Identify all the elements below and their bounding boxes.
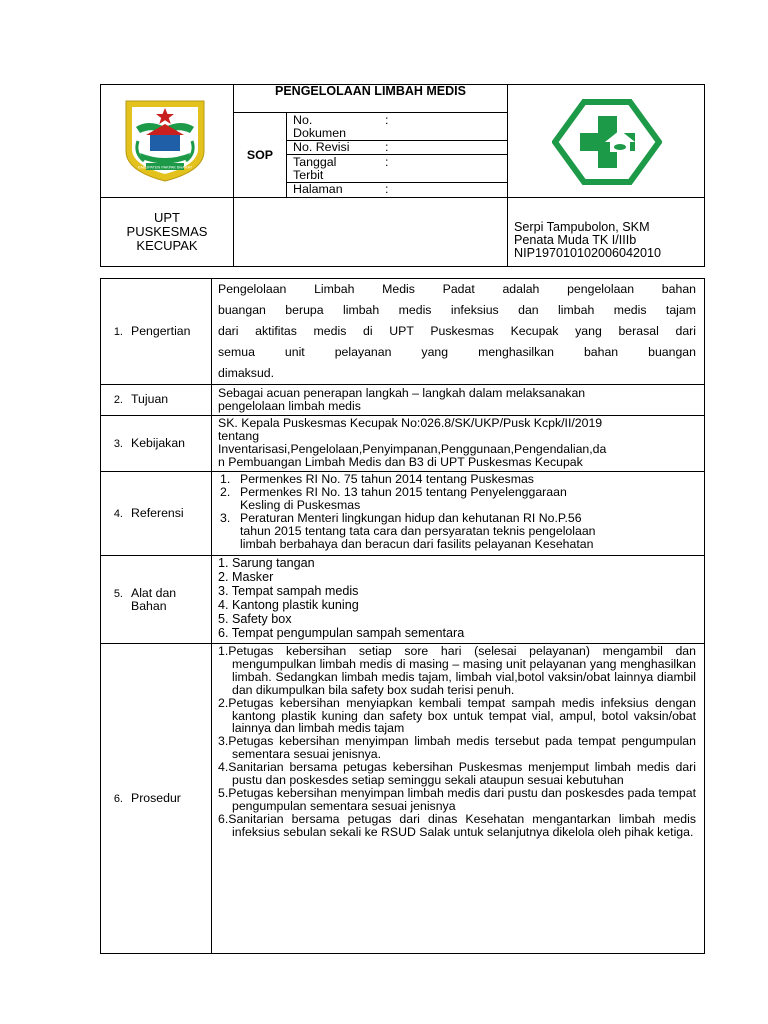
meta-colon: :	[385, 155, 389, 169]
text-line: Sebagai acuan penerapan langkah – langkah dalam melaksanakan	[218, 386, 586, 400]
section-number: 1.	[113, 325, 123, 338]
section-number: 2.	[113, 394, 123, 407]
row-pengertian	[101, 279, 705, 385]
signatory-name: Serpi Tampubolon, SKM	[514, 219, 650, 234]
row-alat-bahan	[101, 556, 705, 644]
section-number: 6.	[113, 792, 123, 805]
document-meta-cell	[287, 113, 508, 198]
meta-label: Halaman	[293, 182, 343, 196]
section-number: 5.	[113, 587, 123, 600]
alat-bahan-content	[212, 556, 705, 644]
meta-colon: :	[385, 182, 389, 196]
org-line: UPT	[154, 210, 180, 225]
reference-line: limbah berbahaya dan beracun dari fasilits pelayanan Kesehatan	[240, 536, 594, 551]
procedure-step: 1.Petugas kebersihan setiap sore hari (selesai pelayanan) mengambil dan mengumpulkan limbah medis di masing – masing unit pelayanan yang menghasilkan limbah. Sedangkan limbah medis tajam, limbah vial,botol vaksin/obat lainnya diambil dan dikumpulkan bila safety box sudah terisi penuh.	[218, 644, 696, 697]
regency-logo-text: KABUPATEN PAKPAK BHARAT	[137, 165, 193, 170]
text-line: dari aktifitas medis di UPT Puskesmas Kecupak yang berasal dari	[218, 324, 696, 338]
document-title: PENGELOLAAN LIMBAH MEDIS	[234, 85, 508, 113]
procedure-step: 5.Petugas kebersihan menyimpan limbah medis dari pustu dan poskesdes pada tempat pengumpulan sementara sesuai jenisnya	[218, 785, 696, 813]
section-title-line: Alat dan	[131, 585, 177, 600]
section-title: Prosedur	[131, 790, 181, 805]
text-line: semua unit pelayanan yang menghasilkan bahan buangan	[218, 345, 696, 359]
meta-row-no-dokumen	[287, 113, 507, 141]
sop-content-table	[100, 278, 705, 954]
section-label	[101, 279, 212, 385]
text-line: SK. Kepala Puskesmas Kecupak No:026.8/SK/UKP/Pusk Kcpk/II/2019	[218, 416, 603, 430]
row-tujuan	[101, 385, 705, 416]
procedure-step: 2.Petugas kebersihan menyiapkan kembali tempat sampah medis infeksius dengan kantong plastik kuning dan safety box untuk tempat vial, ampul, botol vaksin/obat lainnya dan limbah medis tajam	[218, 695, 696, 736]
meta-row-halaman	[287, 183, 507, 197]
section-number: 4.	[113, 507, 123, 520]
section-title-line: Bahan	[131, 598, 167, 613]
reference-line: tahun 2015 tentang tata cara dan persyaratan teknis pengelolaan	[240, 523, 596, 538]
meta-label-line2: Terbit	[293, 168, 324, 182]
meta-row-tanggal-terbit	[287, 155, 507, 183]
section-label	[101, 385, 212, 416]
sop-header-table	[100, 84, 705, 267]
puskesmas-cross-icon	[552, 99, 662, 185]
section-label	[101, 472, 212, 556]
meta-row-no-revisi	[287, 141, 507, 155]
reference-item	[218, 473, 696, 486]
meta-colon: :	[385, 140, 389, 154]
signatory-block	[508, 198, 705, 267]
reference-number: 3.	[220, 510, 231, 525]
meta-colon: :	[385, 113, 389, 127]
section-label	[101, 556, 212, 644]
meta-label-line2: Dokumen	[293, 126, 347, 140]
tool-item: 1. Sarung tangan	[218, 556, 315, 570]
procedure-step: 3.Petugas kebersihan menyimpan limbah medis tersebut pada tempat pengumpulan sementara sesuai jenisnya.	[218, 734, 696, 762]
referensi-content	[212, 472, 705, 556]
reference-item	[218, 486, 696, 512]
document-meta-table	[287, 113, 507, 196]
tool-item: 4. Kantong plastik kuning	[218, 597, 359, 612]
reference-number: 1.	[220, 472, 231, 486]
procedure-step: 4.Sanitarian bersama petugas kebersihan Puskesmas menjemput limbah medis dari pustu dan poskesdes setiap seminggu sekali ataupun sesuai kebutuhan	[218, 760, 696, 788]
row-referensi	[101, 472, 705, 556]
reference-line: Permenkes RI No. 13 tahun 2015 tentang Penyelenggaraan	[240, 484, 567, 499]
text-line: n Pembuangan Limbah Medis dan B3 di UPT Puskesmas Kecupak	[218, 454, 583, 469]
section-title: Referensi	[131, 505, 184, 520]
text-line: pengelolaan limbah medis	[218, 398, 361, 413]
row-prosedur	[101, 644, 705, 954]
row-kebijakan	[101, 416, 705, 472]
signatory-nip: NIP197010102006042010	[514, 245, 662, 260]
reference-line: Kesling di Puskesmas	[240, 497, 361, 512]
reference-number: 2.	[220, 484, 231, 499]
tool-item: 6. Tempat pengumpulan sampah sementara	[218, 625, 465, 640]
tujuan-content	[212, 385, 705, 416]
organization-name	[101, 198, 234, 267]
section-title: Kebijakan	[131, 435, 186, 450]
section-title	[131, 587, 176, 613]
puskesmas-logo-cell	[508, 85, 705, 198]
signature-blank-cell	[234, 198, 508, 267]
text-line: Pengelolaan Limbah Medis Padat adalah pengelolaan bahan	[218, 282, 696, 296]
text-line: buangan berupa limbah medis infeksius dan limbah medis tajam	[218, 303, 696, 317]
section-label	[101, 416, 212, 472]
reference-line: Peraturan Menteri lingkungan hidup dan kehutanan RI No.P.56	[240, 510, 582, 525]
tool-item: 3. Tempat sampah medis	[218, 583, 359, 598]
text-line: Inventarisasi,Pengelolaan,Penyimpanan,Penggunaan,Pengendalian,da	[218, 441, 607, 456]
reference-item	[218, 512, 696, 551]
regency-logo-cell	[101, 85, 234, 198]
org-line: KECUPAK	[136, 238, 198, 253]
meta-label: No. Revisi	[293, 140, 350, 154]
section-number: 3.	[113, 437, 123, 450]
regency-emblem-icon	[122, 97, 208, 183]
prosedur-content	[212, 644, 705, 954]
section-title: Tujuan	[131, 392, 169, 407]
text-line: tentang	[218, 428, 260, 443]
org-line: PUSKESMAS	[126, 224, 208, 239]
sop-label: SOP	[234, 113, 287, 198]
tool-item: 5. Safety box	[218, 611, 292, 626]
tool-item: 2. Masker	[218, 569, 274, 584]
meta-label: Tanggal	[293, 155, 337, 169]
section-title: Pengertian	[131, 323, 191, 338]
kebijakan-content	[212, 416, 705, 472]
reference-line: Permenkes RI No. 75 tahun 2014 tentang Puskesmas	[240, 472, 534, 486]
text-line: dimaksud.	[218, 366, 275, 380]
procedure-step: 6.Sanitarian bersama petugas dari dinas Kesehatan mengantarkan limbah medis infeksius sebulan sekali ke RSUD Salak untuk selanjutnya dikelola oleh pihak ketiga.	[218, 811, 696, 839]
pengertian-content	[212, 279, 705, 385]
section-label	[101, 644, 212, 954]
signatory-rank: Penata Muda TK I/IIIb	[514, 232, 637, 247]
meta-label: No.	[293, 113, 313, 127]
